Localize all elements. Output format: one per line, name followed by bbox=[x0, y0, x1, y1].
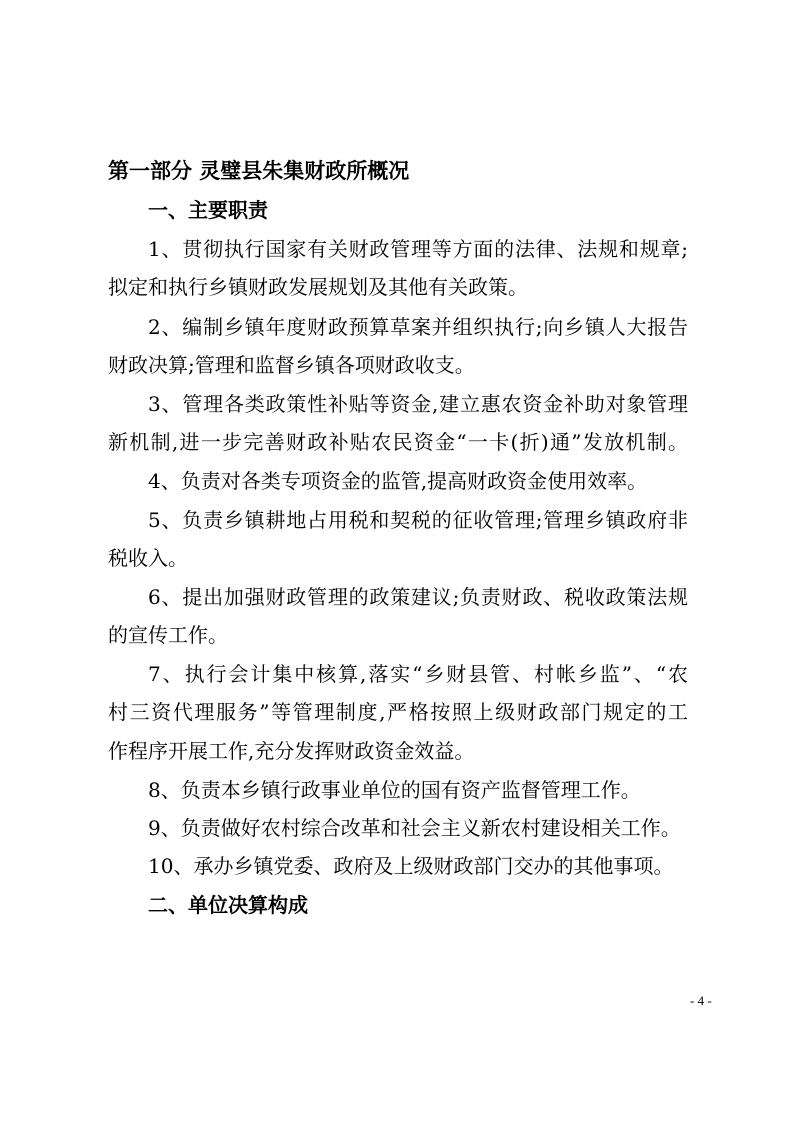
section-heading-composition: 二、单位决算构成 bbox=[148, 893, 308, 917]
item-9-line-1: 9、负责做好农村综合改革和社会主义新农村建设相关工作。 bbox=[148, 816, 681, 840]
item-8-line-1: 8、负责本乡镇行政事业单位的国有资产监督管理工作。 bbox=[148, 778, 641, 802]
item-5-line-1: 5、负责乡镇耕地占用税和契税的征收管理;管理乡镇政府非 bbox=[148, 508, 688, 532]
item-7-line-3: 作程序开展工作,充分发挥财政资金效益。 bbox=[108, 739, 475, 763]
item-6-line-1: 6、提出加强财政管理的政策建议;负责财政、税收政策法规 bbox=[148, 585, 688, 609]
item-2-line-2: 财政决算;管理和监督乡镇各项财政收支。 bbox=[108, 353, 475, 377]
page-number: - 4 - bbox=[690, 993, 712, 1008]
item-7-line-2: 村三资代理服务”等管理制度,严格按照上级财政部门规定的工 bbox=[108, 700, 688, 724]
document-title: 第一部分 灵璧县朱集财政所概况 bbox=[108, 159, 410, 183]
item-5-line-2: 税收入。 bbox=[108, 546, 188, 570]
section-heading-duties: 一、主要职责 bbox=[148, 198, 268, 222]
item-6-line-2: 的宣传工作。 bbox=[108, 623, 228, 647]
item-10-line-1: 10、承办乡镇党委、政府及上级财政部门交办的其他事项。 bbox=[148, 854, 674, 878]
item-3-line-1: 3、管理各类政策性补贴等资金,建立惠农资金补助对象管理 bbox=[148, 392, 688, 416]
item-2-line-1: 2、编制乡镇年度财政预算草案并组织执行;向乡镇人大报告 bbox=[148, 315, 688, 339]
item-3-line-2: 新机制,进一步完善财政补贴农民资金“一卡(折)通”发放机制。 bbox=[108, 430, 688, 454]
item-7-line-1: 7、执行会计集中核算,落实“乡财县管、村帐乡监”、“农 bbox=[148, 662, 688, 686]
item-4-line-1: 4、负责对各类专项资金的监管,提高财政资金使用效率。 bbox=[148, 469, 648, 493]
item-1-line-2: 拟定和执行乡镇财政发展规划及其他有关政策。 bbox=[108, 275, 528, 299]
item-1-line-1: 1、贯彻执行国家有关财政管理等方面的法律、法规和规章; bbox=[148, 237, 688, 261]
